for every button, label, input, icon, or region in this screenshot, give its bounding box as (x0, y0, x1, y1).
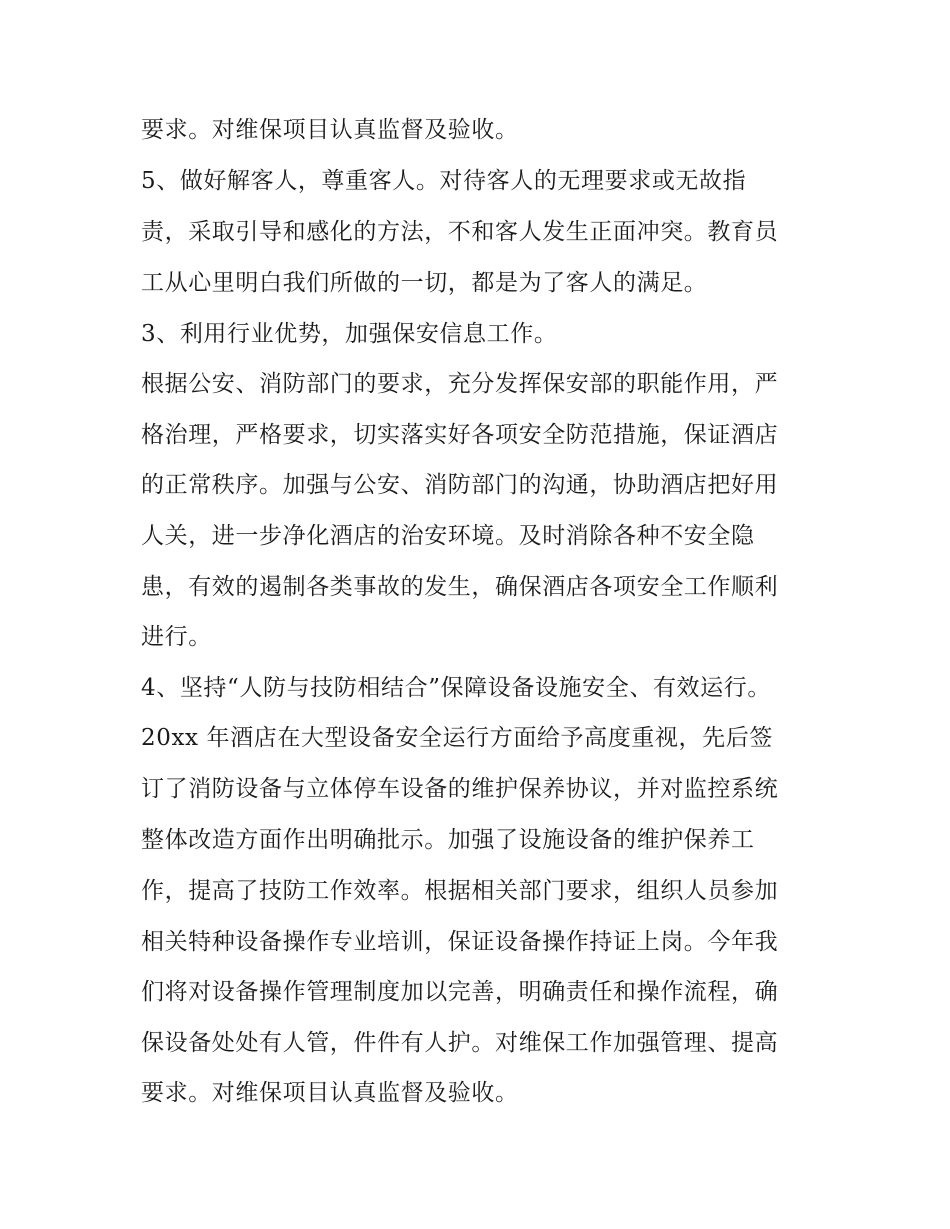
text-line: 保设备处处有人管，件件有人护。对维保工作加强管理、提高 (141, 1030, 779, 1056)
text-line: 订了消防设备与立体停车设备的维护保养协议，并对监控系统 (141, 776, 779, 802)
text-line: 4、坚持“人防与技防相结合”保障设备设施安全、有效运行。 (141, 675, 771, 701)
text-line: 的正常秩序。加强与公安、消防部门的沟通，协助酒店把好用 (141, 472, 779, 498)
text-line: 3、利用行业优势，加强保安信息工作。 (141, 321, 558, 347)
text-line: 要求。对维保项目认真监督及验收。 (141, 1080, 519, 1106)
text-line: 责，采取引导和感化的方法，不和客人发生正面冲突。教育员 (141, 219, 779, 245)
text-line: 作，提高了技防工作效率。根据相关部门要求，组织人员参加 (141, 878, 779, 904)
text-line: 们将对设备操作管理制度加以完善，明确责任和操作流程，确 (141, 979, 779, 1005)
text-line: 格治理，严格要求，切实落实好各项安全防范措施，保证酒店 (141, 422, 779, 448)
text-line: 整体改造方面作出明确批示。加强了设施设备的维护保养工 (141, 827, 755, 853)
text-line: 20xx 年酒店在大型设备安全运行方面给予高度重视，先后签 (141, 725, 773, 751)
text-line: 工从心里明白我们所做的一切，都是为了客人的满足。 (141, 270, 708, 296)
text-line: 要求。对维保项目认真监督及验收。 (141, 117, 519, 143)
text-line: 相关特种设备操作专业培训，保证设备操作持证上岗。今年我 (141, 929, 779, 955)
text-line: 人关，进一步净化酒店的治安环境。及时消除各种不安全隐 (141, 523, 755, 549)
text-line: 根据公安、消防部门的要求，充分发挥保安部的职能作用，严 (141, 371, 779, 397)
text-line: 患，有效的遏制各类事故的发生，确保酒店各项安全工作顺利 (141, 574, 779, 600)
text-line: 5、做好解客人，尊重客人。对待客人的无理要求或无故指 (141, 168, 747, 194)
text-line: 进行。 (141, 624, 212, 650)
